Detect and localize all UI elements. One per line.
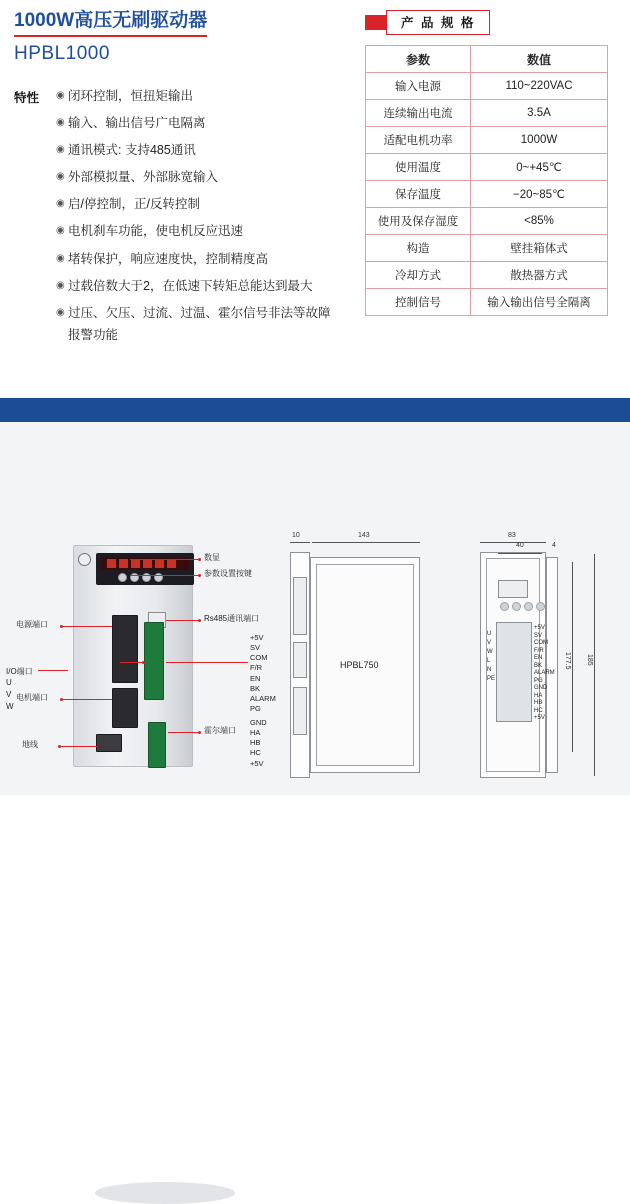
dimension-83: 83 <box>508 532 516 539</box>
dimension-177: 177.5 <box>564 652 571 670</box>
leader-line <box>62 626 112 627</box>
leader-dot <box>198 619 201 622</box>
pin-label: HC <box>250 748 261 758</box>
leader-line <box>166 620 200 621</box>
cell-param: 输入电源 <box>366 73 471 100</box>
param-button <box>512 602 521 611</box>
pin-label: GND <box>250 718 267 727</box>
list-item <box>56 168 359 186</box>
side-view-display <box>498 580 528 598</box>
pin-label: ALARM <box>250 693 276 703</box>
callout-io-port: I/O端口 <box>6 667 33 676</box>
callout-display: 数显 <box>204 553 220 562</box>
callout-param-buttons: 参数设置按键 <box>204 569 252 578</box>
table-row <box>366 262 608 289</box>
dimension-10: 10 <box>292 532 300 539</box>
dimension-line <box>498 553 542 554</box>
feature-text-continuation: 报警功能 <box>68 327 119 342</box>
leader-line <box>120 662 144 663</box>
pin-label: W <box>487 649 493 655</box>
front-view-model-label: HPBL750 <box>340 660 379 670</box>
side-view-left-pins <box>487 630 495 684</box>
spec-title: 产 品 规 格 <box>386 10 490 35</box>
pin-label: ALARM <box>534 670 555 676</box>
callout-ground: 地线 <box>22 740 38 749</box>
leader-dot <box>58 745 61 748</box>
param-button <box>536 602 545 611</box>
io-terminal-block <box>144 622 164 700</box>
section-divider-bar <box>0 398 630 422</box>
side-view-right-pins <box>534 625 555 723</box>
leader-dot <box>142 661 145 664</box>
cell-param: 使用及保存湿度 <box>366 208 471 235</box>
dimension-185: 185 <box>586 654 593 666</box>
bullet-icon: ◉ <box>56 116 65 128</box>
leader-line <box>130 575 200 576</box>
list-item <box>56 250 359 268</box>
leader-line <box>38 670 68 671</box>
spec-column <box>359 10 614 343</box>
feature-text: 闭环控制，恒扭矩输出 <box>68 88 194 103</box>
pin-label: COM <box>250 653 268 663</box>
features-section <box>14 87 359 343</box>
bullet-icon: ◉ <box>56 306 65 318</box>
param-button <box>500 602 509 611</box>
dimension-line <box>480 542 546 543</box>
cell-value: 壁挂箱体式 <box>471 235 608 262</box>
list-item <box>56 222 359 240</box>
pin-label: +5V <box>534 715 545 721</box>
pin-label: HB <box>250 738 261 748</box>
hall-terminal-block <box>148 722 166 768</box>
title-block <box>14 10 359 65</box>
brand-logo-icon <box>78 553 91 566</box>
dimension-line <box>572 562 573 752</box>
cell-value: 3.5A <box>471 100 608 127</box>
pin-label: F/R <box>250 663 263 673</box>
bullet-icon: ◉ <box>56 252 65 264</box>
features-label: 特性 <box>14 90 40 105</box>
table-row <box>366 100 608 127</box>
front-view-connector-a <box>293 577 307 635</box>
cell-value: 输入输出信号全隔离 <box>471 289 608 316</box>
hall-pin-list <box>250 718 267 769</box>
features-list <box>56 87 359 343</box>
leader-dot <box>60 625 63 628</box>
page-title: 1000W高压无刷驱动器 <box>14 10 207 37</box>
pin-label: GND <box>534 685 548 691</box>
dimension-line <box>594 554 595 776</box>
param-button <box>524 602 533 611</box>
pin-label: PE <box>487 676 496 682</box>
photo-shadow <box>95 1182 235 1204</box>
pin-label: BK <box>534 662 543 669</box>
column-header-param: 参数 <box>366 46 471 73</box>
bullet-icon: ◉ <box>56 171 65 183</box>
table-row <box>366 208 608 235</box>
ground-terminal <box>96 734 122 752</box>
feature-text: 堵转保护，响应速度快，控制精度高 <box>68 251 269 266</box>
cell-value: 散热器方式 <box>471 262 608 289</box>
control-panel <box>96 553 194 585</box>
dimension-line <box>290 542 310 543</box>
io-pin-list <box>250 633 276 714</box>
feature-text: 外部模拟量、外部脉宽输入 <box>68 170 219 185</box>
feature-text: 过压、欠压、过流、过温、霍尔信号非法等故障 <box>68 305 331 320</box>
phase-v-label: V <box>6 690 12 699</box>
pin-label: COM <box>534 640 548 646</box>
feature-text: 输入、输出信号广电隔离 <box>68 115 206 130</box>
leader-line <box>166 662 248 663</box>
side-view-buttons <box>500 602 545 611</box>
pin-label: L <box>487 658 491 664</box>
pin-label: N <box>487 667 492 673</box>
pin-label: BK <box>250 683 261 693</box>
flag-icon <box>365 15 387 30</box>
table-row <box>366 181 608 208</box>
leader-dot <box>198 558 201 561</box>
cell-value: −20~85℃ <box>471 181 608 208</box>
column-header-value: 数值 <box>471 46 608 73</box>
pin-label: U <box>487 631 492 637</box>
pin-label: PG <box>534 677 543 684</box>
dimension-40: 40 <box>516 542 524 549</box>
pin-label: HB <box>534 700 543 706</box>
top-section <box>0 0 630 343</box>
pin-label: +5V <box>250 758 264 768</box>
feature-text: 电机刹车功能，使电机反应迅速 <box>68 224 244 239</box>
pin-label: EN <box>250 673 261 683</box>
cell-param: 控制信号 <box>366 289 471 316</box>
leader-line <box>168 732 200 733</box>
leader-line <box>60 746 98 747</box>
dimension-143: 143 <box>358 532 370 539</box>
callout-motor-phases <box>6 677 14 713</box>
cell-value: 0~+45℃ <box>471 154 608 181</box>
product-intro-column <box>14 10 359 343</box>
callout-rs485: Rs485通讯端口 <box>204 614 260 623</box>
feature-text: 启/停控制，正/反转控制 <box>68 197 200 212</box>
model-number: HPBL1000 <box>14 42 110 64</box>
callout-motor-port: 电机端口 <box>16 693 48 702</box>
front-view-connector-c <box>293 687 307 735</box>
leader-dot <box>198 731 201 734</box>
leader-dot <box>60 698 63 701</box>
pin-label: EN <box>534 655 543 661</box>
cell-value: 110~220VAC <box>471 73 608 100</box>
pin-label: HA <box>534 692 543 699</box>
pin-label: HA <box>250 728 261 738</box>
pin-label: PG <box>250 703 261 713</box>
bullet-icon: ◉ <box>56 225 65 237</box>
list-item <box>56 195 359 213</box>
list-item <box>56 114 359 132</box>
spec-header <box>365 10 614 35</box>
phase-w-label: W <box>6 702 14 711</box>
bullet-icon: ◉ <box>56 279 65 291</box>
leader-line <box>130 559 200 560</box>
spec-table <box>365 45 608 316</box>
cell-value: <85% <box>471 208 608 235</box>
dimension-4: 4 <box>552 542 556 549</box>
cell-param: 构造 <box>366 235 471 262</box>
pin-label: +5V <box>250 633 264 642</box>
table-row <box>366 127 608 154</box>
diagram-section <box>0 422 630 795</box>
bullet-icon: ◉ <box>56 144 65 156</box>
pin-label: SV <box>250 643 261 653</box>
pin-label: V <box>487 640 492 646</box>
cell-param: 连续输出电流 <box>366 100 471 127</box>
list-item <box>56 87 359 105</box>
bullet-icon: ◉ <box>56 89 65 101</box>
table-header-row <box>366 46 608 73</box>
pin-label: F/R <box>534 647 544 654</box>
cell-value: 1000W <box>471 127 608 154</box>
front-view-connector-b <box>293 642 307 678</box>
param-button[interactable] <box>118 573 127 582</box>
leader-dot <box>198 574 201 577</box>
phase-u-label: U <box>6 678 12 687</box>
side-view-terminals <box>496 622 532 722</box>
motor-terminal-block <box>112 688 138 728</box>
list-item <box>56 277 359 295</box>
cell-param: 使用温度 <box>366 154 471 181</box>
pin-label: +5V <box>534 625 545 631</box>
leader-line <box>62 699 112 700</box>
list-item <box>56 304 359 322</box>
dimension-line <box>312 542 420 543</box>
feature-text: 通讯模式: 支持485通讯 <box>68 143 196 158</box>
table-row <box>366 154 608 181</box>
cell-param: 保存温度 <box>366 181 471 208</box>
pin-label: SV <box>534 632 543 639</box>
pin-label: HC <box>534 707 543 714</box>
callout-hall-port: 霍尔端口 <box>204 726 236 735</box>
table-row <box>366 289 608 316</box>
table-row <box>366 235 608 262</box>
callout-power-port: 电源端口 <box>16 620 48 629</box>
power-terminal-block <box>112 615 138 683</box>
cell-param: 冷却方式 <box>366 262 471 289</box>
cell-param: 适配电机功率 <box>366 127 471 154</box>
feature-text: 过载倍数大于2，在低速下转矩总能达到最大 <box>68 278 313 293</box>
table-row <box>366 73 608 100</box>
bullet-icon: ◉ <box>56 198 65 210</box>
list-item <box>56 141 359 159</box>
